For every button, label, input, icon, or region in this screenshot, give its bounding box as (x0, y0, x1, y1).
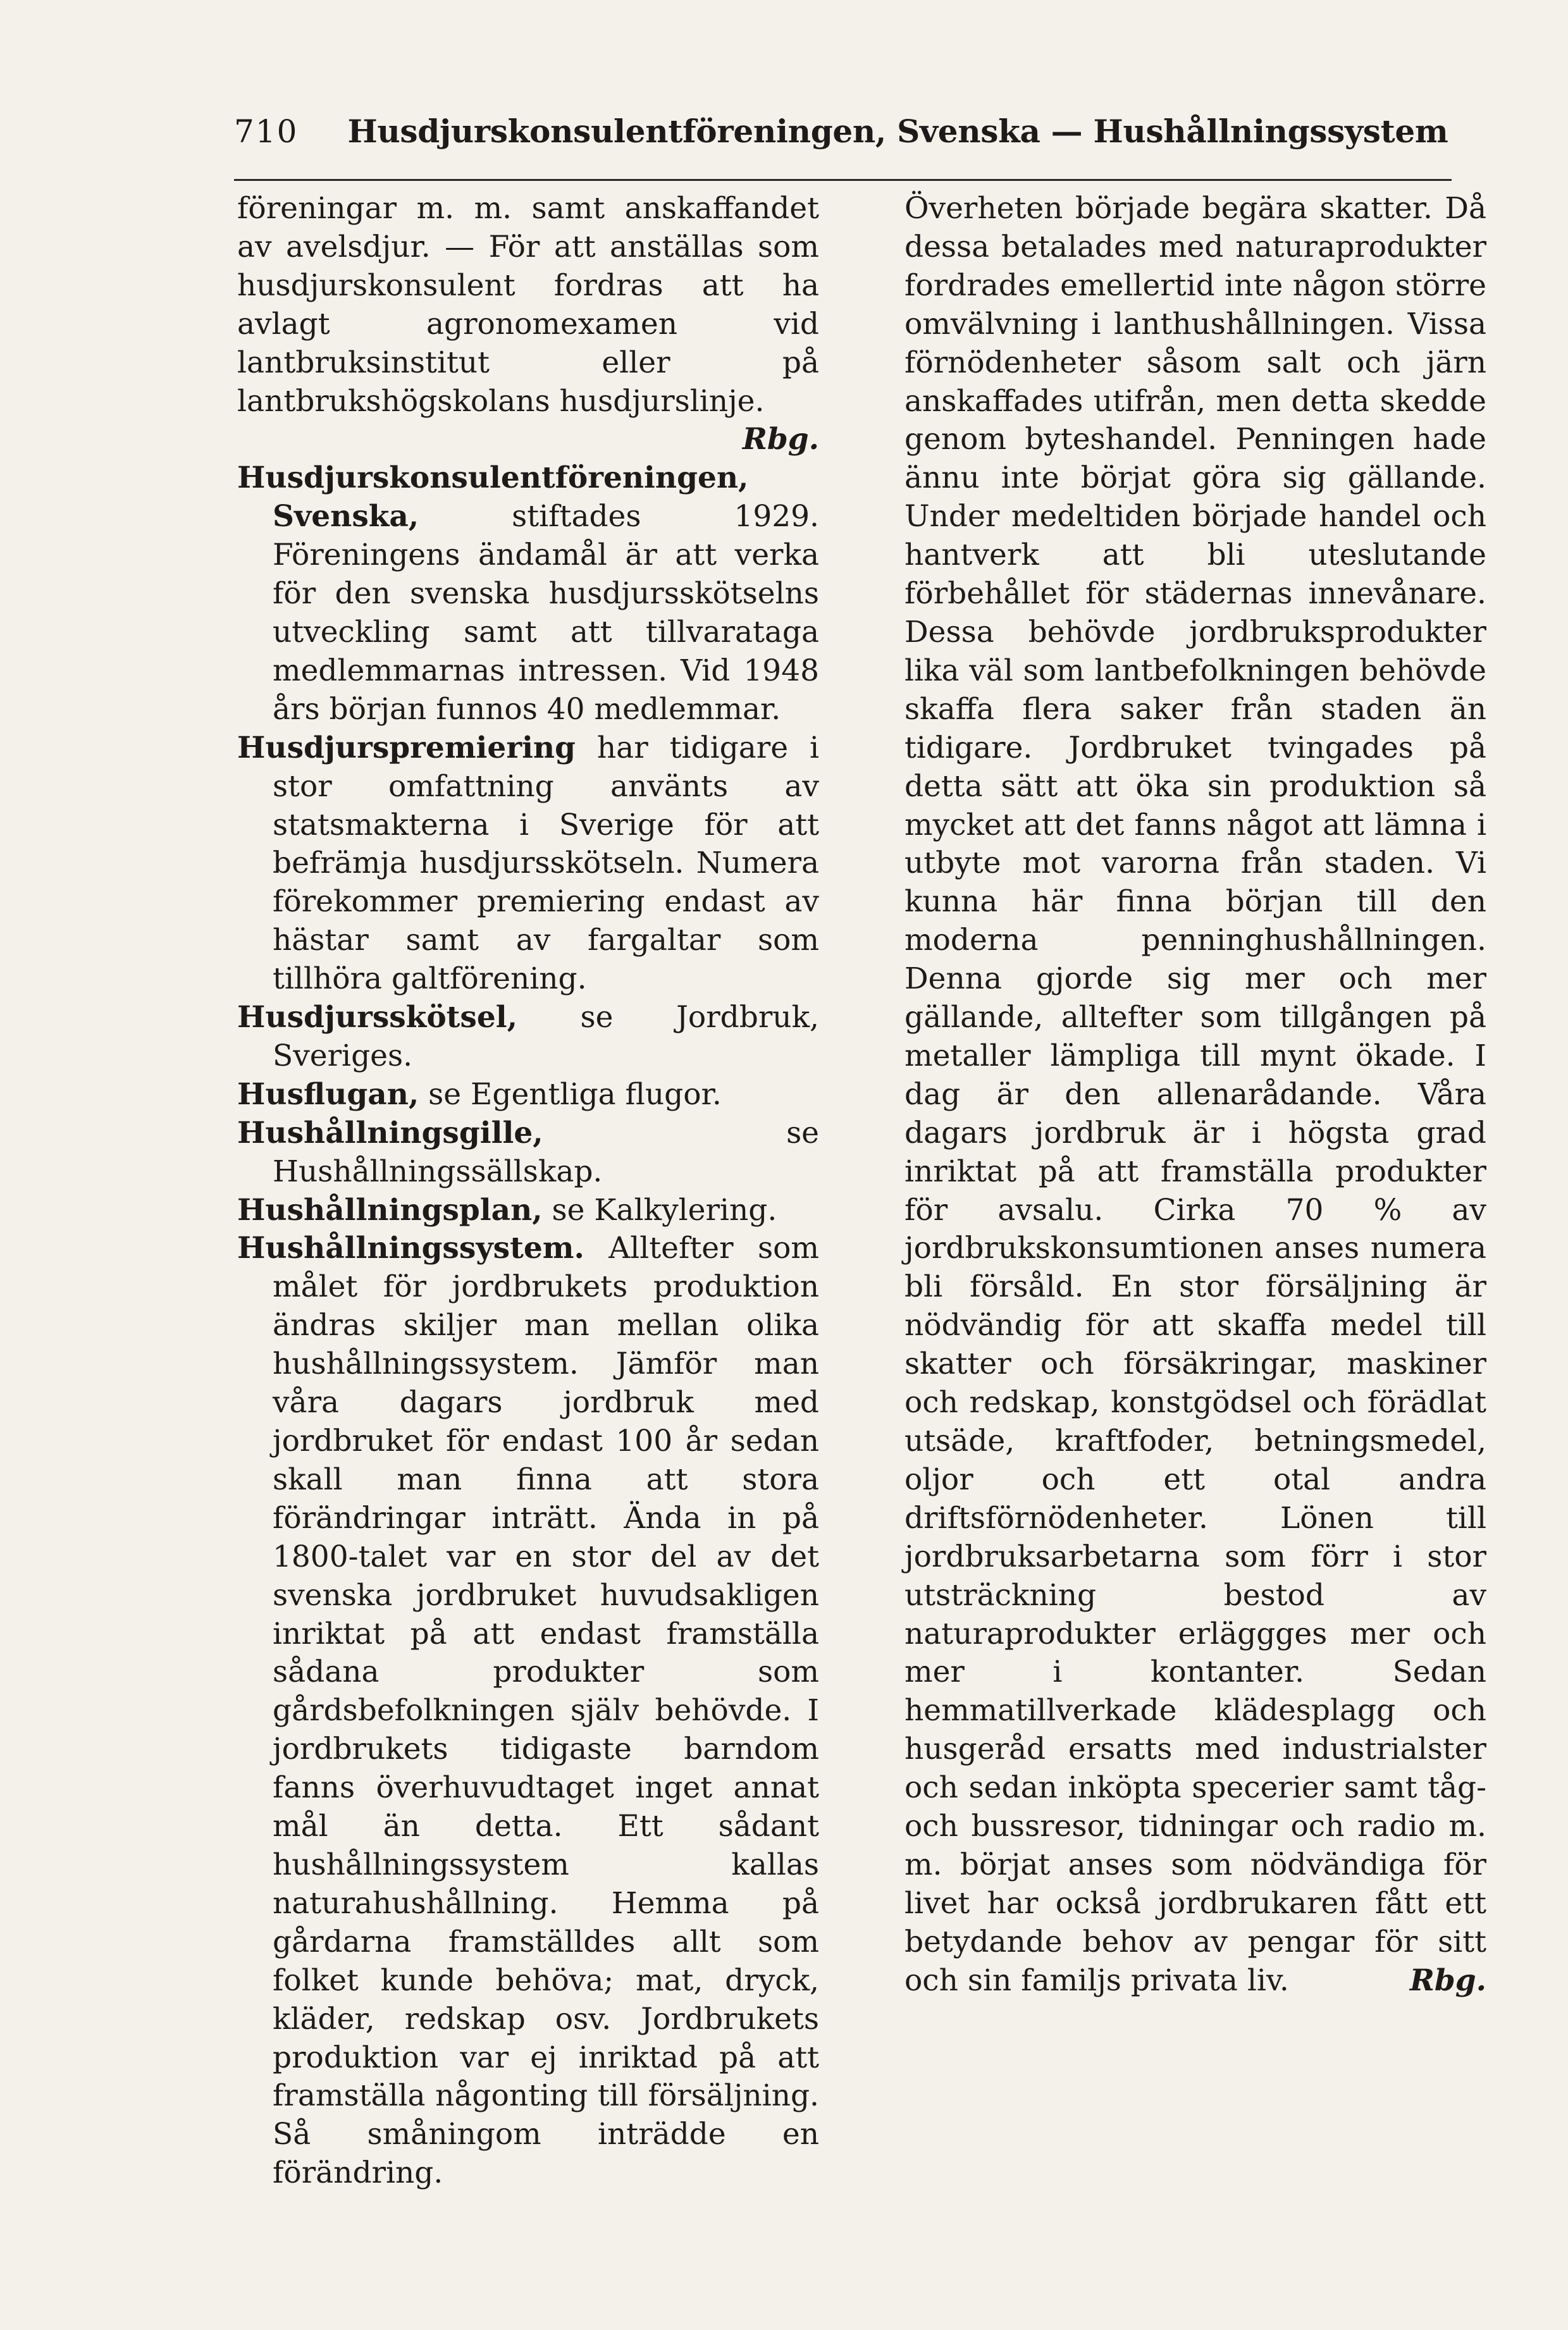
entry-hushallningsgille (237, 1114, 819, 1192)
entry-continuation (904, 190, 1486, 2000)
entry-text: föreningar m. m. samt anskaffandet av avelsdjur. — För att anställas som husdjurskonsulent fordras att ha avlagt agronomexamen vid lantbruksinstitut eller på lantbrukshögskolans husdjurslinje. (237, 191, 819, 419)
headword: Husdjurspremiering (237, 730, 576, 765)
headword: Husflugan, (237, 1076, 419, 1112)
entry-text: stiftades 1929. Föreningens ändamål är att verka för den svenska husdjursskötselns utveckling samt att tillvarataga medlemmarnas intressen. Vid 1948 års början funnos 40 medlemmar. (273, 499, 819, 727)
page-number: 710 (234, 113, 299, 150)
headword: Husdjursskötsel, (237, 1000, 517, 1035)
entry-text: se Hushållningssällskap. (273, 1115, 819, 1189)
page-header (234, 113, 1448, 151)
entry-text: Alltefter som målet för jordbrukets produktion ändras skiljer man mellan olika hushållningssystem. Jämför man våra dagars jordbruk med jordbruket för endast 100 år sedan skall man finna att stora förändringar inträtt. Ända in på 1800-talet var en stor del av det svenska jordbruket huvudsakligen inriktat på att endast framställa sådana produkter som gårdsbefolkningen själv behövde. I jordbrukets tidigaste barndom fanns överhuvudtaget inget annat mål än detta. Ett sådant hushållningssystem kallas naturahushållning. Hemma på gårdarna framställdes allt som folket kunde behöva; mat, dryck, kläder, redskap osv. Jordbrukets produktion var ej inriktad på att framställa någonting till försäljning. Så småningom inträdde en förändring. (273, 1231, 819, 2191)
header-rule (234, 179, 1452, 181)
headword: Hushållningsgille, (237, 1115, 543, 1150)
entry-hushallningssystem (237, 1230, 819, 2193)
left-column (237, 190, 819, 2193)
continued-entry (237, 190, 819, 457)
running-title: Husdjurskonsulentföreningen, Svenska — Hushållningssystem (347, 113, 1448, 150)
entry-text: har tidigare i stor omfattning använts av statsmakterna i Sverige för att befrämja husdjursskötseln. Numera förekommer premiering endast av hästar samt av fargaltar som tillhöra galtförening. (273, 730, 819, 997)
entry-text: se Kalkylering. (542, 1192, 777, 1228)
author-signature: Rbg. (742, 422, 819, 457)
right-column (904, 190, 1486, 2000)
entry-text: Överheten började begära skatter. Då dessa betalades med naturaprodukter fordrades emellertid inte någon större omvälvning i lanthushållningen. Vissa förnödenheter såsom salt och järn anskaffades utifrån, men detta skedde genom byteshandel. Penningen hade ännu inte börjat göra sig gällande. Under medeltiden började handel och hantverk att bli uteslutande förbehållet för städernas innevånare. Dessa behövde jordbruksprodukter lika väl som lantbefolkningen behövde skaffa flera saker från staden än tidigare. Jordbruket tvingades på detta sätt att öka sin produktion så mycket att det fanns något att lämna i utbyte mot varorna från staden. Vi kunna här finna början till den moderna penninghushållningen. Denna gjorde sig mer och mer gällande, alltefter som tillgången på metaller lämpliga till mynt ökade. I dag är den allenarådande. Våra dagars jordbruk är i högsta grad inriktat på att framställa produkter för avsalu. Cirka 70 % av jordbrukskonsumtionen anses numera bli försåld. En stor försäljning är nödvändig för att skaffa medel till skatter och försäkringar, maskiner och redskap, konstgödsel och förädlat utsäde, kraftfoder, betningsmedel, oljor och ett otal andra driftsförnödenheter. Lönen till jordbruksarbetarna som förr i stor utsträckning bestod av naturaprodukter erläggges mer och mer i kontanter. Sedan hemmatillverkade klädesplagg och husgeråd ersatts med industrialster och sedan inköpta specerier samt tåg- och bussresor, tidningar och radio m. m. börjat anses som nödvändiga för livet har också jordbrukaren fått ett betydande behov av pengar för sitt och sin familjs privata liv. (904, 191, 1486, 1998)
headword: Husdjurskonsulentföreningen, Svenska, (237, 460, 749, 534)
entry-text: se Jordbruk, Sveriges. (273, 1000, 819, 1073)
entry-text: se Egentliga flugor. (419, 1076, 722, 1112)
entry-husdjursskotsel (237, 999, 819, 1076)
entry-husflugan (237, 1076, 819, 1114)
author-signature: Rbg. (1409, 1963, 1486, 1998)
entry-husdjurskonsulentforeningen (237, 421, 819, 729)
entry-husdjurspremiering (237, 729, 819, 999)
headword: Hushållningssystem. (237, 1231, 584, 1266)
entry-hushallningsplan (237, 1192, 819, 1230)
headword: Hushållningsplan, (237, 1192, 543, 1228)
